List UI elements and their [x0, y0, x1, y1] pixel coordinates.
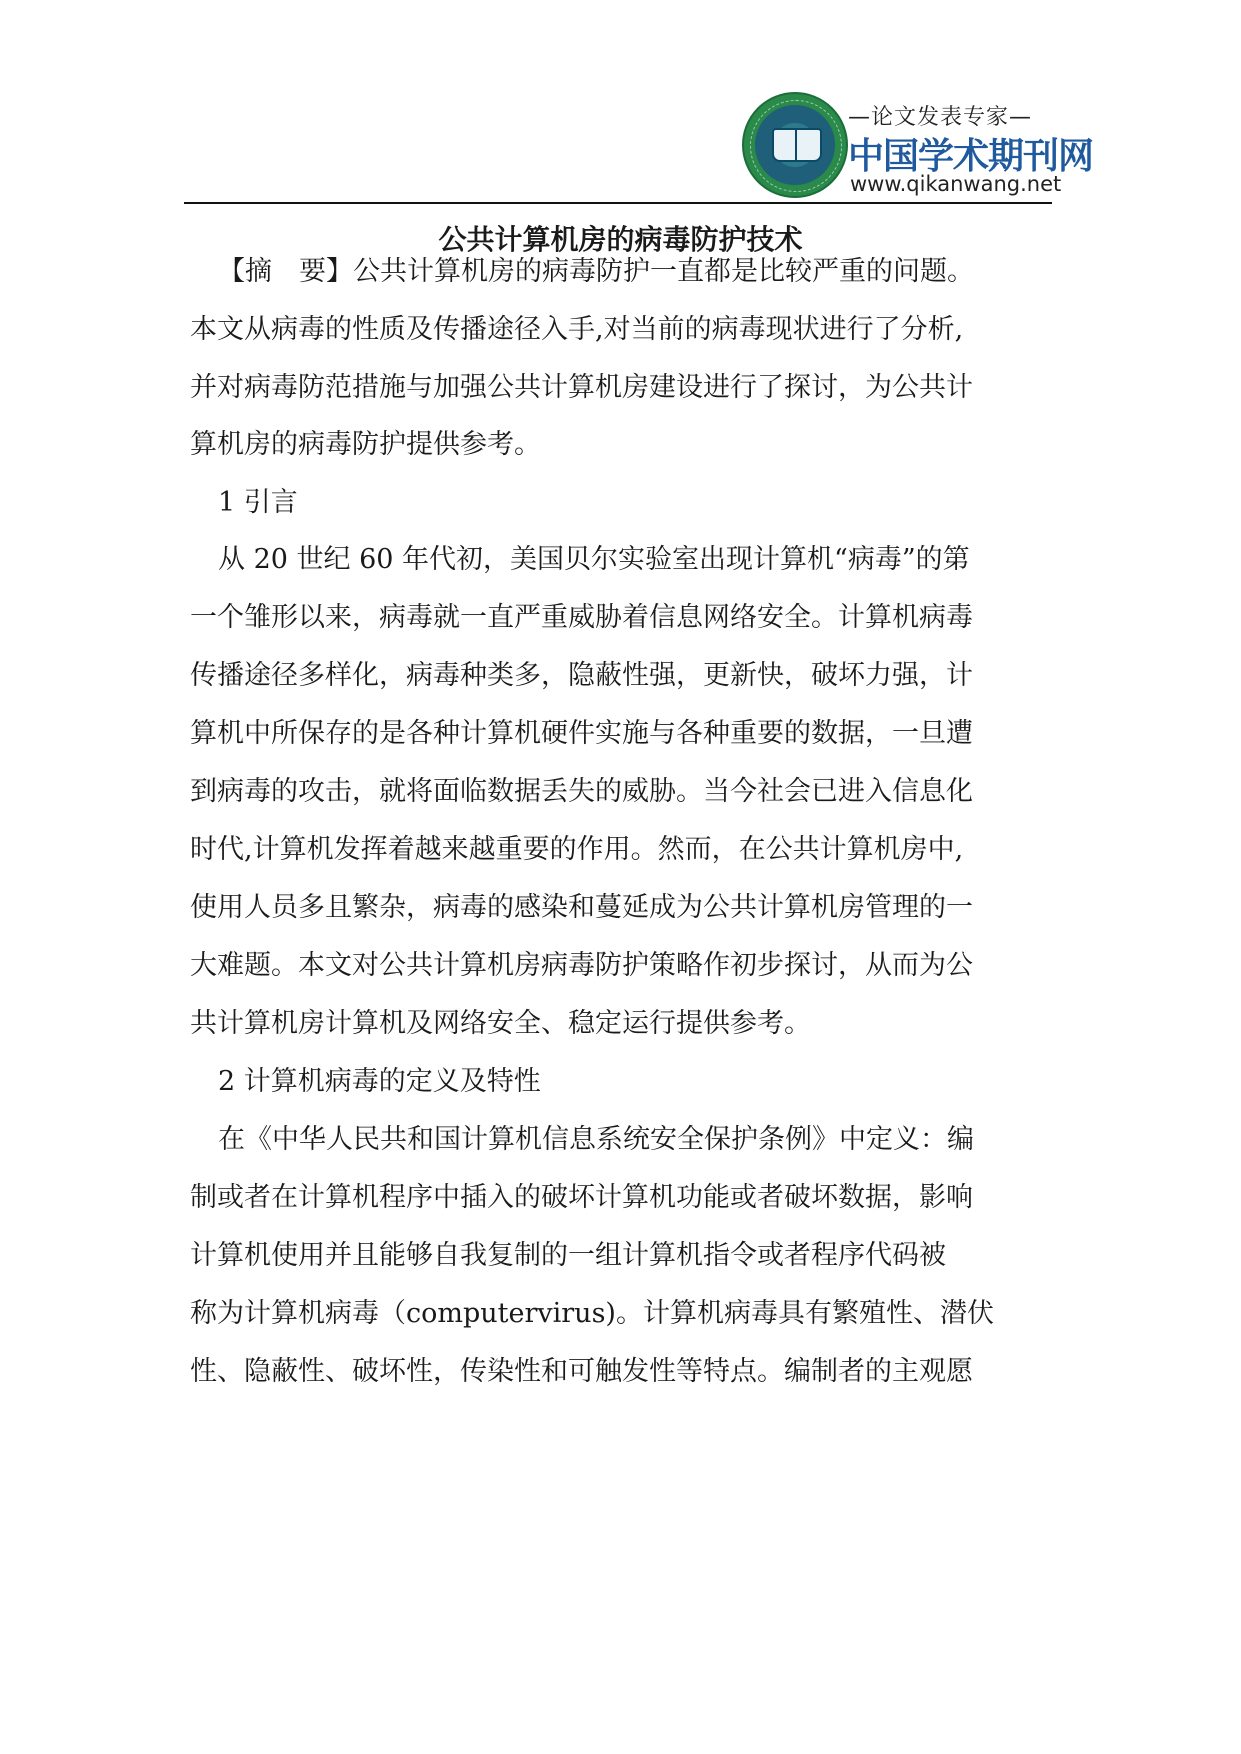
body-line: 计算机使用并且能够自我复制的一组计算机指令或者程序代码被 — [190, 1240, 946, 1271]
logo-slogan: —论文发表专家— — [848, 105, 1033, 130]
body-line: 制或者在计算机程序中插入的破坏计算机功能或者破坏数据，影响 — [190, 1182, 973, 1213]
body-line: 性、隐蔽性、破坏性，传染性和可触发性等特点。编制者的主观愿 — [190, 1356, 973, 1387]
body-line: 传播途径多样化，病毒种类多，隐蔽性强，更新快，破坏力强，计 — [190, 660, 973, 691]
abstract-line: 本文从病毒的性质及传播途径入手,对当前的病毒现状进行了分析, — [190, 314, 964, 345]
body-line: 在《中华人民共和国计算机信息系统安全保护条例》中定义：编 — [218, 1124, 974, 1155]
body-line: 从 20 世纪 60 年代初，美国贝尔实验室出现计算机“病毒”的第 — [218, 544, 970, 575]
logo-site-name: 中国学术期刊网 — [848, 136, 1094, 177]
body-line: 一个雏形以来，病毒就一直严重威胁着信息网络安全。计算机病毒 — [190, 602, 973, 633]
body-line: 算机中所保存的是各种计算机硬件实施与各种重要的数据，一旦遭 — [190, 718, 973, 749]
paper-title: 公共计算机房的病毒防护技术 — [438, 223, 803, 256]
journal-logo — [742, 92, 1094, 200]
body-line: 到病毒的攻击，就将面临数据丢失的威胁。当今社会已进入信息化 — [190, 776, 973, 807]
abstract-line: 并对病毒防范措施与加强公共计算机房建设进行了探讨，为公共计 — [190, 372, 973, 403]
body-line: 使用人员多且繁杂，病毒的感染和蔓延成为公共计算机房管理的一 — [190, 892, 973, 923]
section-heading: 1 引言 — [218, 487, 298, 518]
abstract-line: 算机房的病毒防护提供参考。 — [190, 429, 541, 460]
header-divider — [184, 202, 1052, 204]
book-emblem-icon — [742, 92, 848, 198]
abstract-line: 【摘 要】公共计算机房的病毒防护一直都是比较严重的问题。 — [218, 256, 974, 287]
open-book-icon — [772, 128, 822, 162]
logo-url: www.qikanwang.net — [850, 172, 1062, 196]
body-line: 时代,计算机发挥着越来越重要的作用。然而，在公共计算机房中, — [190, 834, 964, 865]
section-heading: 2 计算机病毒的定义及特性 — [218, 1066, 541, 1097]
body-line: 称为计算机病毒（computervirus)。计算机病毒具有繁殖性、潜伏 — [190, 1298, 994, 1329]
body-line: 共计算机房计算机及网络安全、稳定运行提供参考。 — [190, 1008, 811, 1039]
body-line: 大难题。本文对公共计算机房病毒防护策略作初步探讨，从而为公 — [190, 950, 973, 981]
